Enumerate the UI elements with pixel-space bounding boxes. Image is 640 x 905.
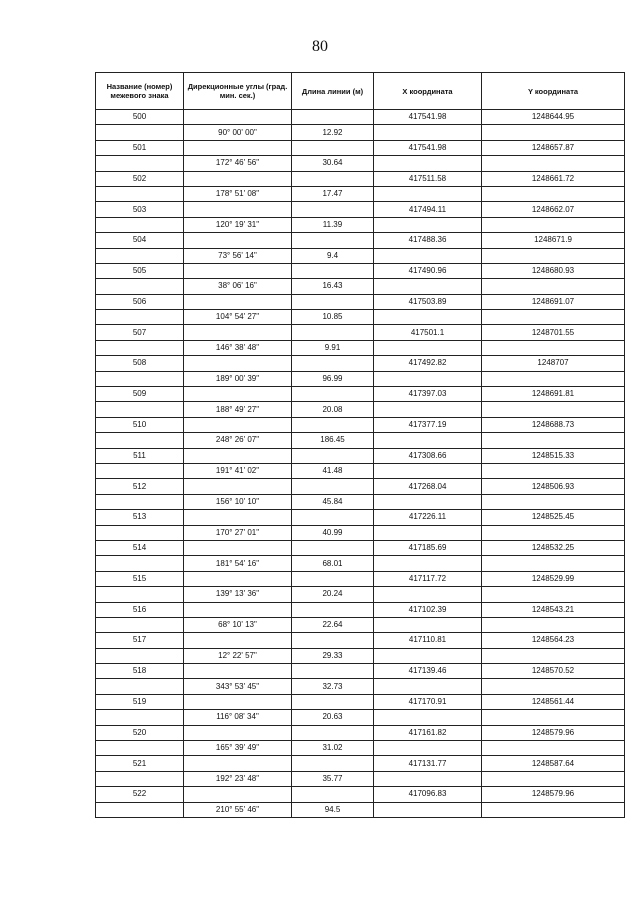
empty-cell — [292, 263, 374, 278]
empty-cell — [96, 648, 184, 663]
page-number: 80 — [312, 38, 328, 55]
empty-cell — [482, 371, 625, 386]
bearing-cell: 73° 56' 14" — [184, 248, 292, 263]
table-header — [96, 73, 625, 110]
point-name-cell: 521 — [96, 756, 184, 771]
line-row — [96, 217, 625, 232]
empty-cell — [96, 679, 184, 694]
empty-cell — [482, 248, 625, 263]
empty-cell — [374, 494, 482, 509]
point-row — [96, 417, 625, 432]
line-length-cell: 10.85 — [292, 310, 374, 325]
x-coordinate-cell: 417511.58 — [374, 171, 482, 186]
line-row — [96, 741, 625, 756]
empty-cell — [292, 448, 374, 463]
line-length-cell: 29.33 — [292, 648, 374, 663]
x-coordinate-cell: 417096.83 — [374, 787, 482, 802]
empty-cell — [374, 463, 482, 478]
line-length-cell: 22.64 — [292, 617, 374, 632]
y-coordinate-cell: 1248587.64 — [482, 756, 625, 771]
empty-cell — [374, 433, 482, 448]
bearing-cell: 156° 10' 10" — [184, 494, 292, 509]
y-coordinate-cell: 1248579.96 — [482, 787, 625, 802]
y-coordinate-cell: 1248532.25 — [482, 540, 625, 555]
empty-cell — [482, 463, 625, 478]
empty-cell — [96, 248, 184, 263]
empty-cell — [482, 217, 625, 232]
point-row — [96, 171, 625, 186]
empty-cell — [482, 340, 625, 355]
empty-cell — [482, 771, 625, 786]
line-length-cell: 45.84 — [292, 494, 374, 509]
point-row — [96, 325, 625, 340]
line-length-cell: 186.45 — [292, 433, 374, 448]
line-length-cell: 68.01 — [292, 556, 374, 571]
empty-cell — [374, 186, 482, 201]
bearing-cell: 172° 46' 56" — [184, 156, 292, 171]
line-row — [96, 556, 625, 571]
point-name-cell: 507 — [96, 325, 184, 340]
bearing-cell: 181° 54' 16" — [184, 556, 292, 571]
empty-cell — [374, 371, 482, 386]
empty-cell — [96, 279, 184, 294]
point-row — [96, 387, 625, 402]
empty-cell — [96, 156, 184, 171]
y-coordinate-cell: 1248570.52 — [482, 664, 625, 679]
y-coordinate-cell: 1248506.93 — [482, 479, 625, 494]
line-length-cell: 20.08 — [292, 402, 374, 417]
line-row — [96, 402, 625, 417]
empty-cell — [374, 617, 482, 632]
empty-cell — [374, 710, 482, 725]
empty-cell — [96, 802, 184, 817]
empty-cell — [292, 325, 374, 340]
empty-cell — [96, 587, 184, 602]
empty-cell — [292, 787, 374, 802]
empty-cell — [374, 556, 482, 571]
line-row — [96, 371, 625, 386]
x-coordinate-cell: 417492.82 — [374, 356, 482, 371]
empty-cell — [292, 233, 374, 248]
x-coordinate-cell: 417117.72 — [374, 571, 482, 586]
point-name-cell: 506 — [96, 294, 184, 309]
empty-cell — [482, 402, 625, 417]
header-y-coordinate: Y координата — [482, 73, 625, 110]
line-row — [96, 710, 625, 725]
line-row — [96, 340, 625, 355]
empty-cell — [374, 771, 482, 786]
point-row — [96, 633, 625, 648]
point-row — [96, 694, 625, 709]
line-length-cell: 16.43 — [292, 279, 374, 294]
y-coordinate-cell: 1248579.96 — [482, 725, 625, 740]
y-coordinate-cell: 1248662.07 — [482, 202, 625, 217]
empty-cell — [184, 694, 292, 709]
empty-cell — [482, 802, 625, 817]
point-name-cell: 508 — [96, 356, 184, 371]
empty-cell — [292, 510, 374, 525]
empty-cell — [482, 617, 625, 632]
point-name-cell: 512 — [96, 479, 184, 494]
point-name-cell: 505 — [96, 263, 184, 278]
header-bearing: Дирекционные углы (град. мин. сек.) — [184, 73, 292, 110]
x-coordinate-cell: 417110.81 — [374, 633, 482, 648]
empty-cell — [374, 340, 482, 355]
x-coordinate-cell: 417377.19 — [374, 417, 482, 432]
x-coordinate-cell: 417488.36 — [374, 233, 482, 248]
bearing-cell: 146° 38' 48" — [184, 340, 292, 355]
empty-cell — [292, 571, 374, 586]
empty-cell — [482, 125, 625, 140]
empty-cell — [184, 571, 292, 586]
empty-cell — [292, 171, 374, 186]
empty-cell — [184, 233, 292, 248]
empty-cell — [184, 787, 292, 802]
empty-cell — [374, 741, 482, 756]
line-length-cell: 96.99 — [292, 371, 374, 386]
line-length-cell: 31.02 — [292, 741, 374, 756]
x-coordinate-cell: 417494.11 — [374, 202, 482, 217]
point-row — [96, 233, 625, 248]
empty-cell — [374, 279, 482, 294]
point-row — [96, 263, 625, 278]
point-row — [96, 202, 625, 217]
empty-cell — [292, 633, 374, 648]
x-coordinate-cell: 417501.1 — [374, 325, 482, 340]
empty-cell — [292, 602, 374, 617]
x-coordinate-cell: 417541.98 — [374, 110, 482, 125]
x-coordinate-cell: 417170.91 — [374, 694, 482, 709]
empty-cell — [374, 679, 482, 694]
empty-cell — [184, 294, 292, 309]
empty-cell — [292, 110, 374, 125]
point-row — [96, 510, 625, 525]
empty-cell — [374, 802, 482, 817]
line-row — [96, 248, 625, 263]
x-coordinate-cell: 417185.69 — [374, 540, 482, 555]
line-length-cell: 11.39 — [292, 217, 374, 232]
y-coordinate-cell: 1248529.99 — [482, 571, 625, 586]
empty-cell — [184, 725, 292, 740]
line-length-cell: 32.73 — [292, 679, 374, 694]
point-name-cell: 518 — [96, 664, 184, 679]
empty-cell — [374, 156, 482, 171]
y-coordinate-cell: 1248691.07 — [482, 294, 625, 309]
empty-cell — [482, 310, 625, 325]
empty-cell — [292, 664, 374, 679]
bearing-cell: 189° 00' 39" — [184, 371, 292, 386]
empty-cell — [374, 525, 482, 540]
line-length-cell: 41.48 — [292, 463, 374, 478]
empty-cell — [184, 325, 292, 340]
empty-cell — [292, 479, 374, 494]
y-coordinate-cell: 1248564.23 — [482, 633, 625, 648]
line-length-cell: 94.5 — [292, 802, 374, 817]
point-name-cell: 501 — [96, 140, 184, 155]
line-length-cell: 12.92 — [292, 125, 374, 140]
line-length-cell: 35.77 — [292, 771, 374, 786]
line-row — [96, 494, 625, 509]
empty-cell — [292, 417, 374, 432]
line-row — [96, 310, 625, 325]
point-name-cell: 510 — [96, 417, 184, 432]
empty-cell — [482, 710, 625, 725]
y-coordinate-cell: 1248701.55 — [482, 325, 625, 340]
empty-cell — [292, 202, 374, 217]
empty-cell — [96, 340, 184, 355]
x-coordinate-cell: 417397.03 — [374, 387, 482, 402]
header-row — [96, 73, 625, 110]
empty-cell — [184, 448, 292, 463]
y-coordinate-cell: 1248688.73 — [482, 417, 625, 432]
empty-cell — [374, 125, 482, 140]
empty-cell — [184, 417, 292, 432]
line-length-cell: 20.63 — [292, 710, 374, 725]
point-row — [96, 356, 625, 371]
bearing-cell: 191° 41' 02" — [184, 463, 292, 478]
empty-cell — [292, 140, 374, 155]
x-coordinate-cell: 417131.77 — [374, 756, 482, 771]
point-name-cell: 504 — [96, 233, 184, 248]
bearing-cell: 165° 39' 49" — [184, 741, 292, 756]
empty-cell — [292, 756, 374, 771]
empty-cell — [374, 248, 482, 263]
header-x-coordinate: X координата — [374, 73, 482, 110]
y-coordinate-cell: 1248671.9 — [482, 233, 625, 248]
line-row — [96, 617, 625, 632]
point-name-cell: 517 — [96, 633, 184, 648]
empty-cell — [96, 433, 184, 448]
empty-cell — [292, 387, 374, 402]
empty-cell — [184, 510, 292, 525]
empty-cell — [374, 648, 482, 663]
x-coordinate-cell: 417490.96 — [374, 263, 482, 278]
empty-cell — [482, 279, 625, 294]
point-row — [96, 294, 625, 309]
empty-cell — [482, 648, 625, 663]
empty-cell — [184, 387, 292, 402]
y-coordinate-cell: 1248657.87 — [482, 140, 625, 155]
line-row — [96, 525, 625, 540]
empty-cell — [96, 186, 184, 201]
y-coordinate-cell: 1248525.45 — [482, 510, 625, 525]
empty-cell — [96, 217, 184, 232]
empty-cell — [184, 540, 292, 555]
bearing-cell: 38° 06' 16" — [184, 279, 292, 294]
bearing-cell: 116° 08' 34" — [184, 710, 292, 725]
y-coordinate-cell: 1248707 — [482, 356, 625, 371]
point-row — [96, 448, 625, 463]
empty-cell — [96, 617, 184, 632]
line-length-cell: 17.47 — [292, 186, 374, 201]
y-coordinate-cell: 1248691.81 — [482, 387, 625, 402]
point-name-cell: 509 — [96, 387, 184, 402]
empty-cell — [96, 463, 184, 478]
line-length-cell: 20.24 — [292, 587, 374, 602]
bearing-cell: 139° 13' 36" — [184, 587, 292, 602]
x-coordinate-cell: 417268.04 — [374, 479, 482, 494]
line-length-cell: 40.99 — [292, 525, 374, 540]
line-length-cell: 30.64 — [292, 156, 374, 171]
empty-cell — [374, 310, 482, 325]
x-coordinate-cell: 417102.39 — [374, 602, 482, 617]
bearing-cell: 12° 22' 57" — [184, 648, 292, 663]
point-name-cell: 516 — [96, 602, 184, 617]
empty-cell — [184, 756, 292, 771]
empty-cell — [292, 694, 374, 709]
empty-cell — [184, 171, 292, 186]
empty-cell — [96, 494, 184, 509]
line-row — [96, 802, 625, 817]
empty-cell — [482, 494, 625, 509]
line-row — [96, 463, 625, 478]
bearing-cell: 104° 54' 27" — [184, 310, 292, 325]
point-name-cell: 500 — [96, 110, 184, 125]
empty-cell — [96, 556, 184, 571]
empty-cell — [482, 433, 625, 448]
empty-cell — [482, 525, 625, 540]
x-coordinate-cell: 417503.89 — [374, 294, 482, 309]
x-coordinate-cell: 417161.82 — [374, 725, 482, 740]
empty-cell — [184, 202, 292, 217]
y-coordinate-cell: 1248661.72 — [482, 171, 625, 186]
point-name-cell: 519 — [96, 694, 184, 709]
y-coordinate-cell: 1248680.93 — [482, 263, 625, 278]
y-coordinate-cell: 1248515.33 — [482, 448, 625, 463]
point-name-cell: 513 — [96, 510, 184, 525]
y-coordinate-cell: 1248543.21 — [482, 602, 625, 617]
point-row — [96, 602, 625, 617]
table-body — [96, 110, 625, 818]
empty-cell — [96, 125, 184, 140]
empty-cell — [374, 587, 482, 602]
empty-cell — [96, 525, 184, 540]
bearing-cell: 68° 10' 13" — [184, 617, 292, 632]
point-row — [96, 787, 625, 802]
bearing-cell: 178° 51' 08" — [184, 186, 292, 201]
point-row — [96, 725, 625, 740]
empty-cell — [96, 741, 184, 756]
x-coordinate-cell: 417226.11 — [374, 510, 482, 525]
line-row — [96, 679, 625, 694]
line-row — [96, 186, 625, 201]
empty-cell — [292, 294, 374, 309]
empty-cell — [292, 356, 374, 371]
line-row — [96, 648, 625, 663]
empty-cell — [292, 540, 374, 555]
line-row — [96, 587, 625, 602]
bearing-cell: 343° 53' 45" — [184, 679, 292, 694]
bearing-cell: 120° 19' 31" — [184, 217, 292, 232]
header-line-length: Длина линии (м) — [292, 73, 374, 110]
line-length-cell: 9.4 — [292, 248, 374, 263]
empty-cell — [184, 356, 292, 371]
bearing-cell: 248° 26' 07" — [184, 433, 292, 448]
point-name-cell: 522 — [96, 787, 184, 802]
header-point-name: Название (номер) межевого знака — [96, 73, 184, 110]
y-coordinate-cell: 1248561.44 — [482, 694, 625, 709]
line-row — [96, 279, 625, 294]
point-row — [96, 540, 625, 555]
line-row — [96, 771, 625, 786]
empty-cell — [374, 217, 482, 232]
point-row — [96, 664, 625, 679]
empty-cell — [482, 587, 625, 602]
point-row — [96, 571, 625, 586]
empty-cell — [96, 710, 184, 725]
bearing-cell: 90° 00' 00" — [184, 125, 292, 140]
empty-cell — [96, 771, 184, 786]
empty-cell — [482, 186, 625, 201]
y-coordinate-cell: 1248644.95 — [482, 110, 625, 125]
x-coordinate-cell: 417139.46 — [374, 664, 482, 679]
point-name-cell: 515 — [96, 571, 184, 586]
x-coordinate-cell: 417308.66 — [374, 448, 482, 463]
line-row — [96, 433, 625, 448]
empty-cell — [482, 741, 625, 756]
bearing-cell: 188° 49' 27" — [184, 402, 292, 417]
empty-cell — [96, 310, 184, 325]
point-name-cell: 502 — [96, 171, 184, 186]
empty-cell — [184, 110, 292, 125]
point-row — [96, 140, 625, 155]
x-coordinate-cell: 417541.98 — [374, 140, 482, 155]
line-row — [96, 156, 625, 171]
line-row — [96, 125, 625, 140]
empty-cell — [482, 556, 625, 571]
boundary-points-table — [95, 72, 625, 818]
empty-cell — [482, 679, 625, 694]
point-name-cell: 511 — [96, 448, 184, 463]
empty-cell — [96, 402, 184, 417]
empty-cell — [374, 402, 482, 417]
point-row — [96, 756, 625, 771]
empty-cell — [292, 725, 374, 740]
bearing-cell: 192° 23' 48" — [184, 771, 292, 786]
point-row — [96, 479, 625, 494]
point-name-cell: 514 — [96, 540, 184, 555]
empty-cell — [96, 371, 184, 386]
empty-cell — [184, 140, 292, 155]
empty-cell — [184, 633, 292, 648]
empty-cell — [184, 664, 292, 679]
bearing-cell: 210° 55' 46" — [184, 802, 292, 817]
empty-cell — [184, 479, 292, 494]
empty-cell — [184, 602, 292, 617]
bearing-cell: 170° 27' 01" — [184, 525, 292, 540]
empty-cell — [482, 156, 625, 171]
point-name-cell: 520 — [96, 725, 184, 740]
line-length-cell: 9.91 — [292, 340, 374, 355]
empty-cell — [184, 263, 292, 278]
point-name-cell: 503 — [96, 202, 184, 217]
point-row — [96, 110, 625, 125]
